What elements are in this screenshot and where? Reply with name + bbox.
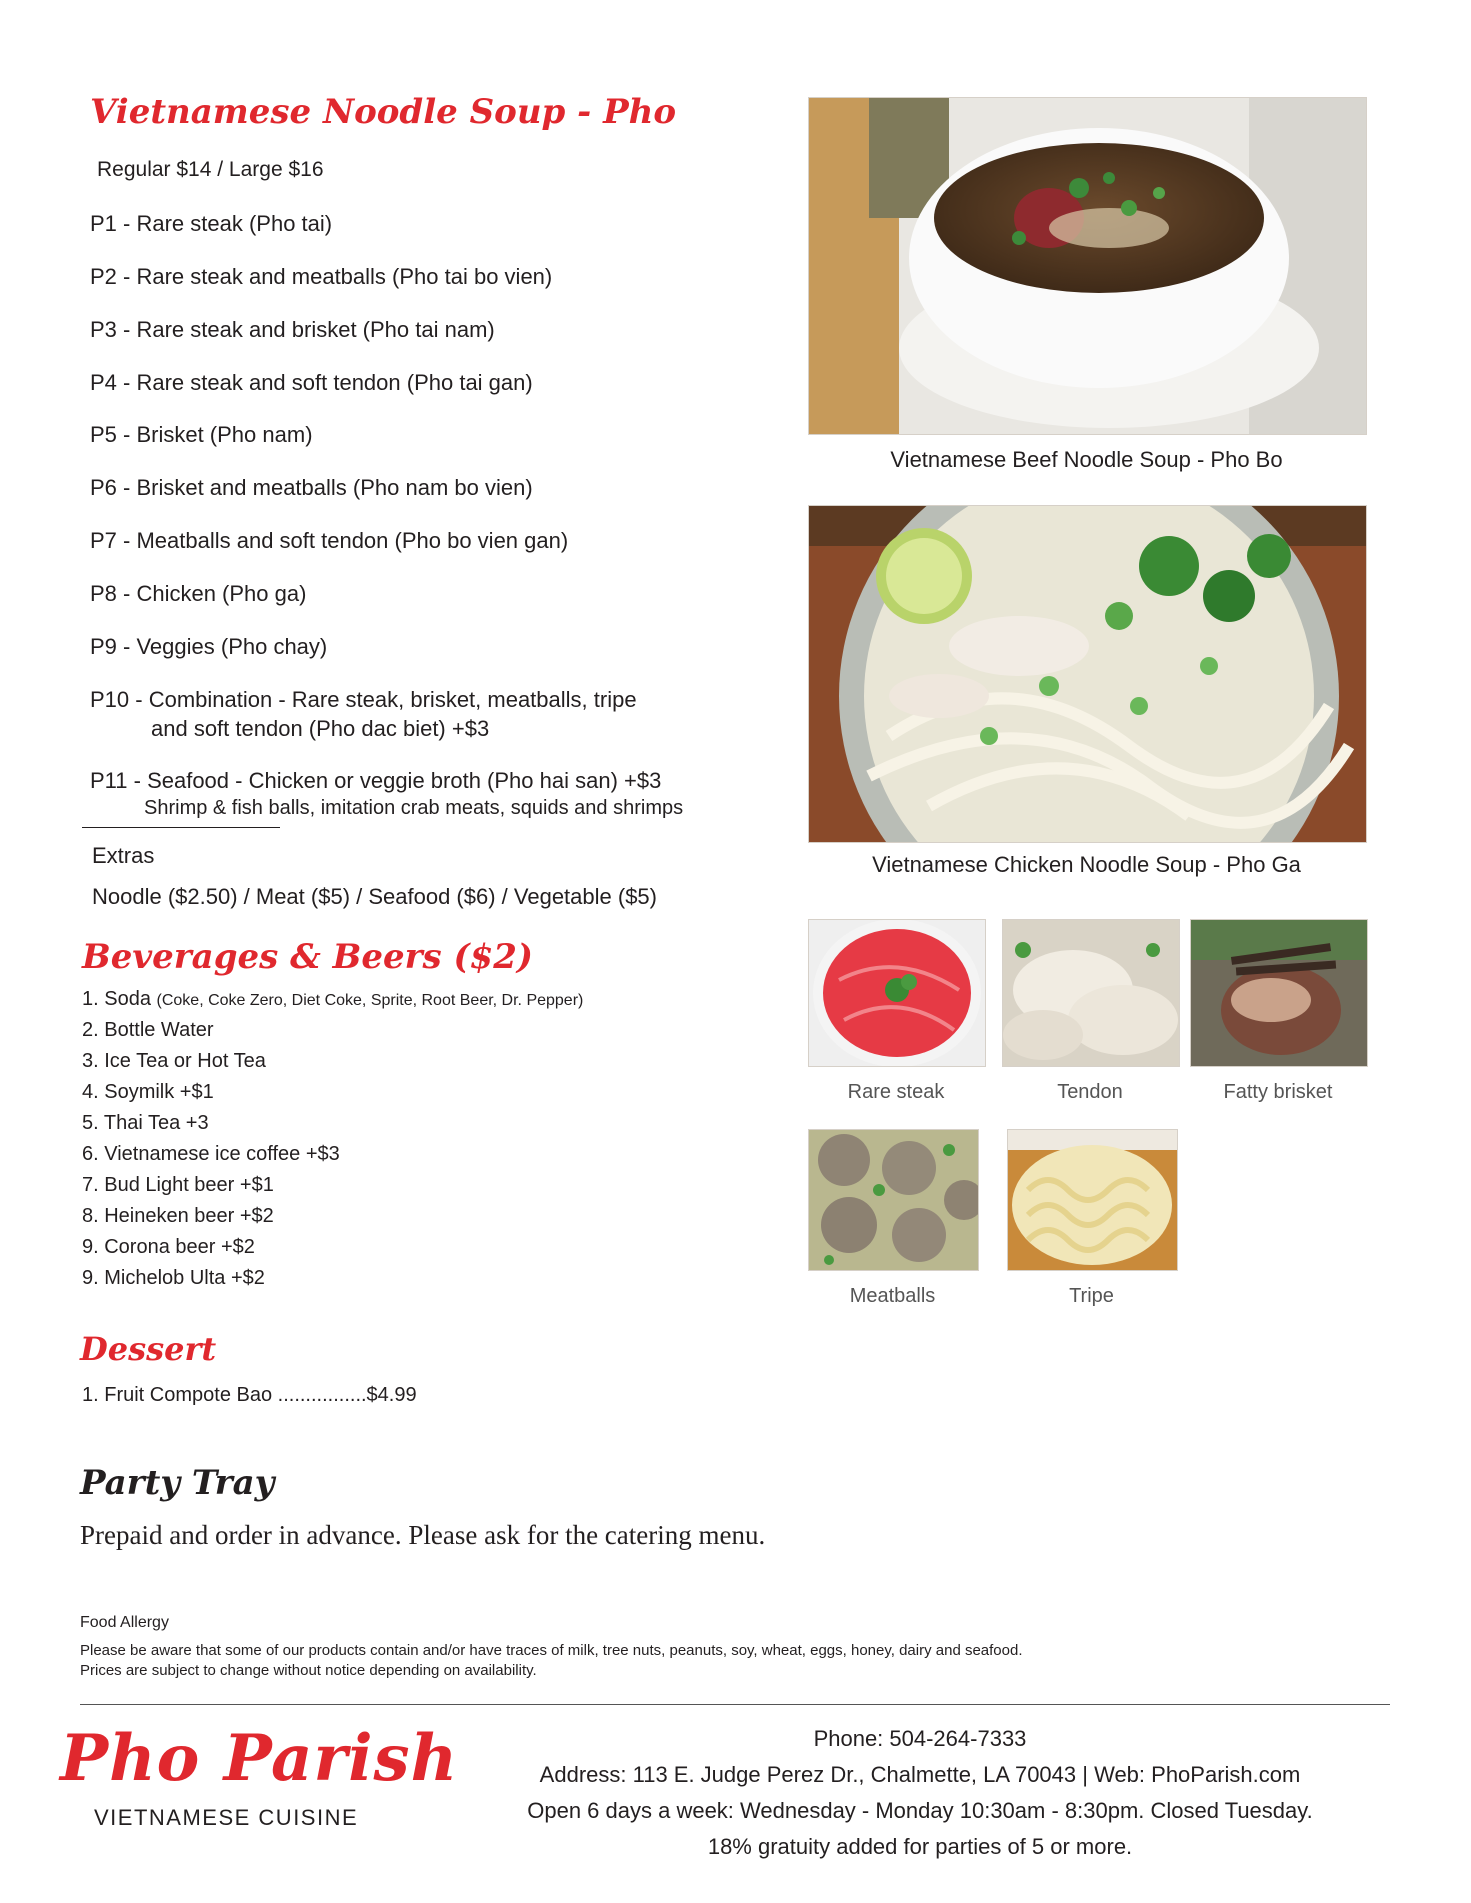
beverage-item-thai-tea: 5. Thai Tea +3 [82,1112,209,1134]
fatty-brisket-photo [1190,919,1368,1067]
pho-price-line: Regular $14 / Large $16 [97,158,324,181]
rare-steak-photo [808,919,986,1067]
tripe-photo [1007,1129,1178,1271]
rare-steak-caption: Rare steak [847,1081,945,1103]
menu-item-p11: P11 - Seafood - Chicken or veggie broth (Pho hai san) +$3 [90,768,662,793]
pho-section-title: Vietnamese Noodle Soup - Pho [90,92,677,132]
menu-item-p10-detail: and soft tendon (Pho dac biet) +$3 [151,716,490,741]
beverage-item-heineken: 8. Heineken beer +$2 [82,1205,274,1227]
beverage-item-soda [82,988,583,1011]
footer-divider [80,1704,1390,1705]
menu-item-p3: P3 - Rare steak and brisket (Pho tai nam) [90,317,495,342]
menu-item-p6: P6 - Brisket and meatballs (Pho nam bo vien) [90,475,533,500]
dessert-item: 1. Fruit Compote Bao ................$4.99 [82,1384,417,1406]
brand-tagline: VIETNAMESE CUISINE [94,1805,359,1830]
allergy-title: Food Allergy [80,1614,169,1631]
chicken-pho-caption: Vietnamese Chicken Noodle Soup - Pho Ga [872,852,1301,877]
beverage-item-tea: 3. Ice Tea or Hot Tea [82,1050,266,1072]
menu-item-p8: P8 - Chicken (Pho ga) [90,581,307,606]
extras-divider [82,827,280,828]
menu-item-p10: P10 - Combination - Rare steak, brisket, meatballs, tripe [90,687,637,712]
beverages-section-title: Beverages & Beers ($2) [82,937,533,977]
price-notice: Prices are subject to change without notice depending on availability. [80,1662,537,1679]
beverage-item-michelob: 9. Michelob Ulta +$2 [82,1267,265,1289]
beef-pho-photo [808,97,1367,435]
contact-hours: Open 6 days a week: Wednesday - Monday 10:30am - 8:30pm. Closed Tuesday. [527,1798,1313,1823]
extras-label: Extras [92,843,155,868]
menu-item-p5: P5 - Brisket (Pho nam) [90,422,313,447]
beverage-item-water: 2. Bottle Water [82,1019,214,1041]
gratuity-note: 18% gratuity added for parties of 5 or more. [707,1834,1133,1859]
tripe-caption: Tripe [1069,1285,1114,1307]
allergy-notice: Please be aware that some of our products contain and/or have traces of milk, tree nuts, peanuts, soy, wheat, eggs, honey, dairy and seafood. [80,1642,1023,1659]
meatballs-photo [808,1129,979,1271]
menu-item-p1: P1 - Rare steak (Pho tai) [90,211,333,236]
menu-item-p2: P2 - Rare steak and meatballs (Pho tai bo vien) [90,264,553,289]
beverage-item-soymilk: 4. Soymilk +$1 [82,1081,214,1103]
menu-item-p7: P7 - Meatballs and soft tendon (Pho bo vien gan) [90,528,569,553]
chicken-pho-photo [808,505,1367,843]
beverage-item-coffee: 6. Vietnamese ice coffee +$3 [82,1143,340,1165]
beverage-item-label: 1. Soda [82,988,151,1010]
tendon-photo [1002,919,1180,1067]
menu-item-p11-detail: Shrimp & fish balls, imitation crab meats, squids and shrimps [144,797,684,819]
fatty-brisket-caption: Fatty brisket [1223,1081,1333,1103]
contact-address: Address: 113 E. Judge Perez Dr., Chalmette, LA 70043 | Web: PhoParish.com [539,1762,1301,1787]
brand-logo: Pho Parish [60,1721,459,1796]
dessert-section-title: Dessert [80,1330,217,1368]
beef-pho-caption: Vietnamese Beef Noodle Soup - Pho Bo [890,447,1283,472]
menu-item-p4: P4 - Rare steak and soft tendon (Pho tai gan) [90,370,533,395]
menu-item-p9: P9 - Veggies (Pho chay) [90,634,328,659]
contact-phone: Phone: 504-264-7333 [813,1726,1027,1751]
beverage-item-note: (Coke, Coke Zero, Diet Coke, Sprite, Root Beer, Dr. Pepper) [156,992,584,1009]
party-tray-title: Party Tray [80,1463,275,1503]
meatballs-caption: Meatballs [849,1285,936,1307]
beverage-item-bud-light: 7. Bud Light beer +$1 [82,1174,274,1196]
tendon-caption: Tendon [1057,1081,1123,1103]
extras-list: Noodle ($2.50) / Meat ($5) / Seafood ($6) / Vegetable ($5) [92,884,657,909]
beverage-item-corona: 9. Corona beer +$2 [82,1236,255,1258]
party-tray-text: Prepaid and order in advance. Please ask for the catering menu. [80,1520,766,1550]
